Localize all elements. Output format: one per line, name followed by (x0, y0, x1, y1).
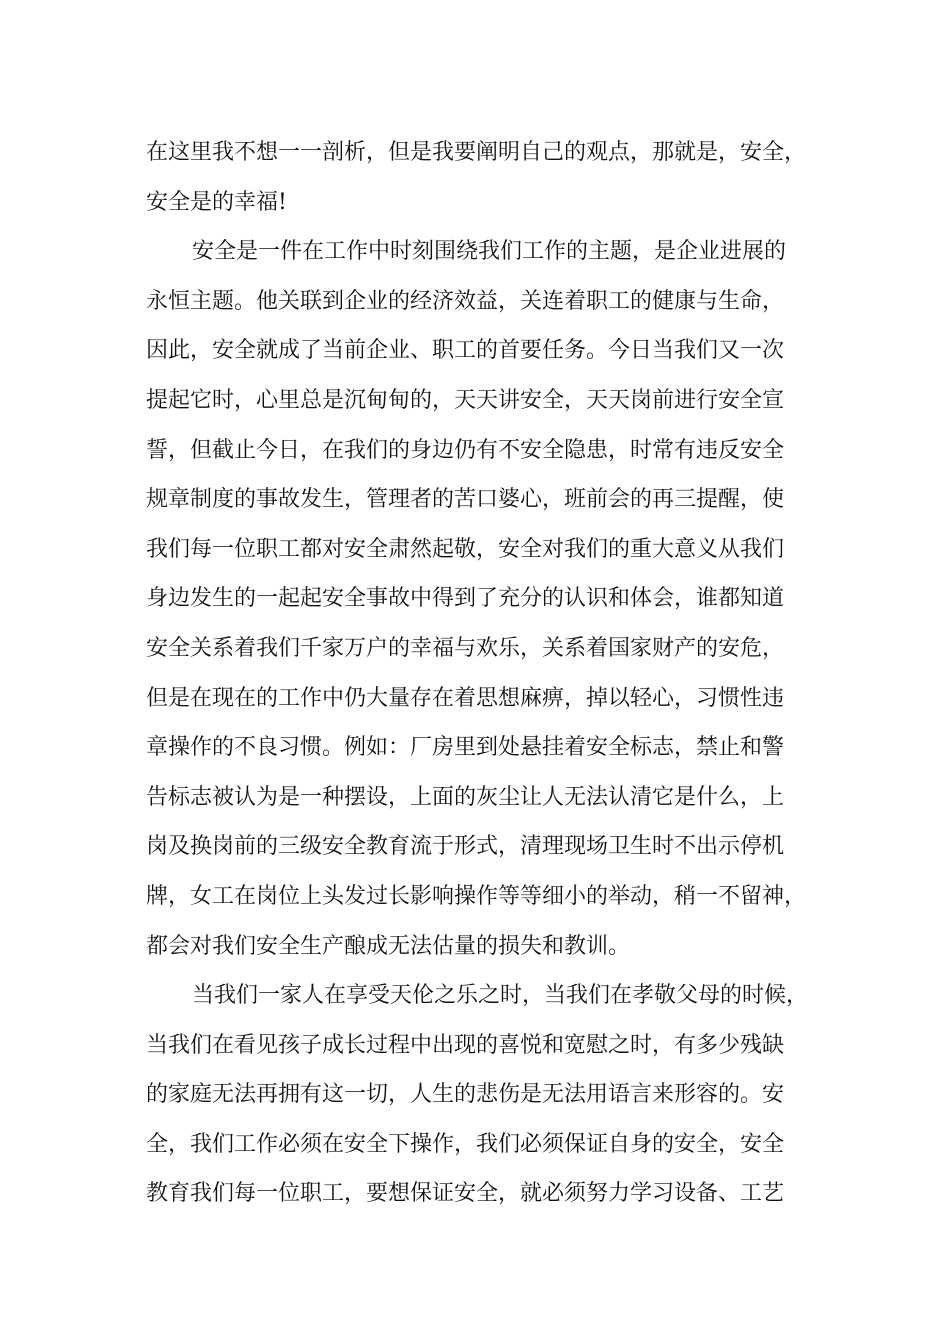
text-line: 在这里我不想一一剖析，但是我要阐明自己的观点，那就是，安全， (146, 140, 807, 165)
text-line: 规章制度的事故发生，管理者的苦口婆心，班前会的再三提醒，使 (146, 487, 785, 513)
paragraph (146, 128, 836, 227)
paragraph (146, 227, 836, 971)
text-line: 全，我们工作必须在安全下操作，我们必须保证自身的安全，安全 (146, 1131, 785, 1157)
text-line: 因此，安全就成了当前企业、职工的首要任务。今日当我们又一次 (146, 338, 785, 364)
text-line: 告标志被认为是一种摆设，上面的灰尘让人无法认清它是什么，上 (146, 784, 785, 810)
text-line: 岗及换岗前的三级安全教育流于形式，清理现场卫生时不出示停机 (146, 834, 785, 860)
text-line: 我们每一位职工都对安全肃然起敬，安全对我们的重大意义从我们 (146, 536, 785, 562)
text-line: 但是在现在的工作中仍大量存在着思想麻痹，掉以轻心，习惯性违 (146, 685, 785, 711)
text-line: 誓，但截止今日，在我们的身边仍有不安全隐患，时常有违反安全 (146, 437, 785, 463)
document-body (146, 128, 836, 1219)
text-line: 当我们一家人在享受天伦之乐之时，当我们在孝敬父母的时候， (192, 983, 809, 1009)
text-line: 永恒主题。他关联到企业的经济效益，关连着职工的健康与生命， (146, 288, 785, 314)
paragraph (146, 971, 836, 1219)
text-line: 都会对我们安全生产酿成无法估量的损失和教训。 (146, 933, 631, 959)
text-line: 牌，女工在岗位上头发过长影响操作等等细小的举动，稍一不留神， (146, 883, 807, 909)
text-line: 教育我们每一位职工，要想保证安全，就必须努力学习设备、工艺 (146, 1181, 785, 1207)
text-line: 安全是的幸福! (146, 189, 287, 215)
text-line: 的家庭无法再拥有这一切，人生的悲伤是无法用语言来形容的。安 (146, 1082, 785, 1108)
text-line: 安全是一件在工作中时刻围绕我们工作的主题，是企业进展的 (192, 239, 787, 265)
text-line: 提起它时，心里总是沉甸甸的，天天讲安全，天天岗前进行安全宣 (146, 387, 785, 413)
text-line: 章操作的不良习惯。例如：厂房里到处悬挂着安全标志，禁止和警 (146, 735, 785, 761)
text-line: 安全关系着我们千家万户的幸福与欢乐，关系着国家财产的安危， (146, 635, 785, 661)
text-line: 身边发生的一起起安全事故中得到了充分的认识和体会，谁都知道 (146, 586, 785, 612)
text-line: 当我们在看见孩子成长过程中出现的喜悦和宽慰之时，有多少残缺 (146, 1032, 785, 1058)
